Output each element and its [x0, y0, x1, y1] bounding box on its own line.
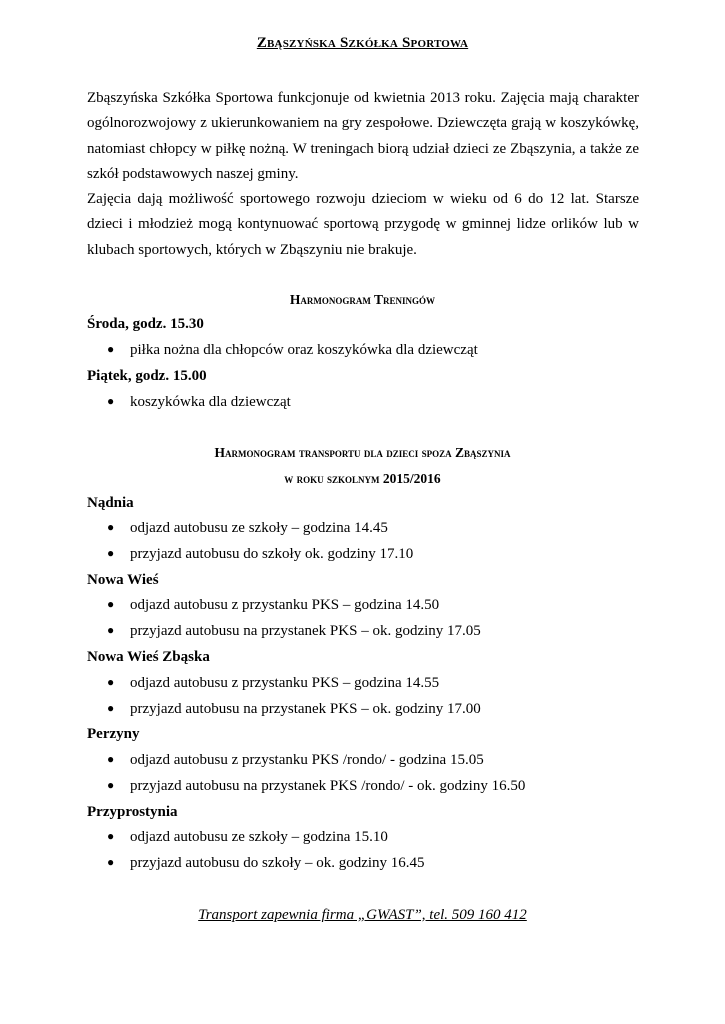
bullet-icon: ● [107, 623, 115, 637]
bullet-icon: ● [107, 597, 115, 611]
list-item-text: odjazd autobusu ze szkoły – godzina 15.10 [130, 829, 388, 845]
list-item-text: odjazd autobusu z przystanku PKS – godzina 14.55 [130, 675, 440, 691]
list-item-text: odjazd autobusu z przystanku PKS /rondo/ - godzina 15.05 [130, 752, 484, 768]
list-item [107, 752, 484, 769]
transport-place-label: Nowa Wieś [87, 572, 159, 588]
bullet-icon: ● [107, 675, 115, 689]
training-day-label: Piątek, godz. 15.00 [87, 368, 207, 384]
bullet-icon: ● [107, 752, 115, 766]
list-item [107, 675, 439, 692]
list-item-text: piłka nożna dla chłopców oraz koszykówka dla dziewcząt [130, 342, 478, 358]
list-item [107, 778, 525, 795]
bullet-icon: ● [107, 778, 115, 792]
list-item [107, 855, 425, 872]
list-item [107, 829, 388, 846]
intro-paragraph: Zajęcia dają możliwość sportowego rozwoju dzieciom w wieku od 6 do 12 lat. Starsze dzieci i młodzież mogą kontynuować sportową przygodę w gminnej lidze orlików lub w klubach sportowych, których w Zbąszyniu nie brakuje. [87, 191, 639, 258]
transport-place-label: Nowa Wieś Zbąska [87, 649, 210, 665]
list-item-text: przyjazd autobusu do szkoły ok. godziny 17.10 [130, 546, 414, 562]
bullet-icon: ● [107, 342, 115, 356]
bullet-icon: ● [107, 829, 115, 843]
list-item [107, 701, 481, 718]
bullet-icon: ● [107, 520, 115, 534]
training-day-label: Środa, godz. 15.30 [87, 316, 204, 332]
list-item-text: odjazd autobusu z przystanku PKS – godzina 14.50 [130, 597, 440, 613]
list-item-text: przyjazd autobusu na przystanek PKS /rondo/ - ok. godziny 16.50 [130, 778, 526, 794]
transport-heading: Harmonogram transportu dla dzieci spoza Zbąszynia [214, 445, 511, 460]
list-item-text: przyjazd autobusu do szkoły – ok. godziny 16.45 [130, 855, 425, 871]
page-title: Zbąszyńska Szkółka Sportowa [256, 35, 469, 51]
list-item [107, 394, 291, 411]
transport-place-label: Nądnia [87, 495, 134, 511]
transport-place-label: Przyprostynia [87, 804, 178, 820]
intro-paragraph: Zbąszyńska Szkółka Sportowa funkcjonuje od kwietnia 2013 roku. Zajęcia mają charakter ogólnorozwojowy z ukierunkowaniem na gry zespołowe. Dziewczęta grają w koszykówkę, natomiast chłopcy w piłkę nożną. W treningach biorą udział dzieci ze Zbąszynia, a także ze szkół podstawowych naszej gminy. [87, 90, 639, 182]
list-item-text: przyjazd autobusu na przystanek PKS – ok. godziny 17.00 [130, 701, 481, 717]
transport-place-label: Perzyny [87, 726, 140, 742]
list-item-text: odjazd autobusu ze szkoły – godzina 14.45 [130, 520, 388, 536]
intro-text [87, 86, 639, 263]
transport-subheading: w roku szkolnym 2015/2016 [284, 471, 441, 486]
bullet-icon: ● [107, 394, 115, 408]
list-item [107, 623, 481, 640]
bullet-icon: ● [107, 546, 115, 560]
transport-provider-note: Transport zapewnia firma „GWAST”, tel. 509 160 412 [198, 907, 527, 923]
list-item [107, 546, 413, 563]
list-item [107, 597, 439, 614]
list-item [107, 520, 388, 537]
bullet-icon: ● [107, 701, 115, 715]
list-item-text: przyjazd autobusu na przystanek PKS – ok. godziny 17.05 [130, 623, 481, 639]
bullet-icon: ● [107, 855, 115, 869]
list-item [107, 342, 478, 359]
list-item-text: koszykówka dla dziewcząt [130, 394, 291, 410]
training-heading: Harmonogram Treningów [289, 292, 436, 307]
